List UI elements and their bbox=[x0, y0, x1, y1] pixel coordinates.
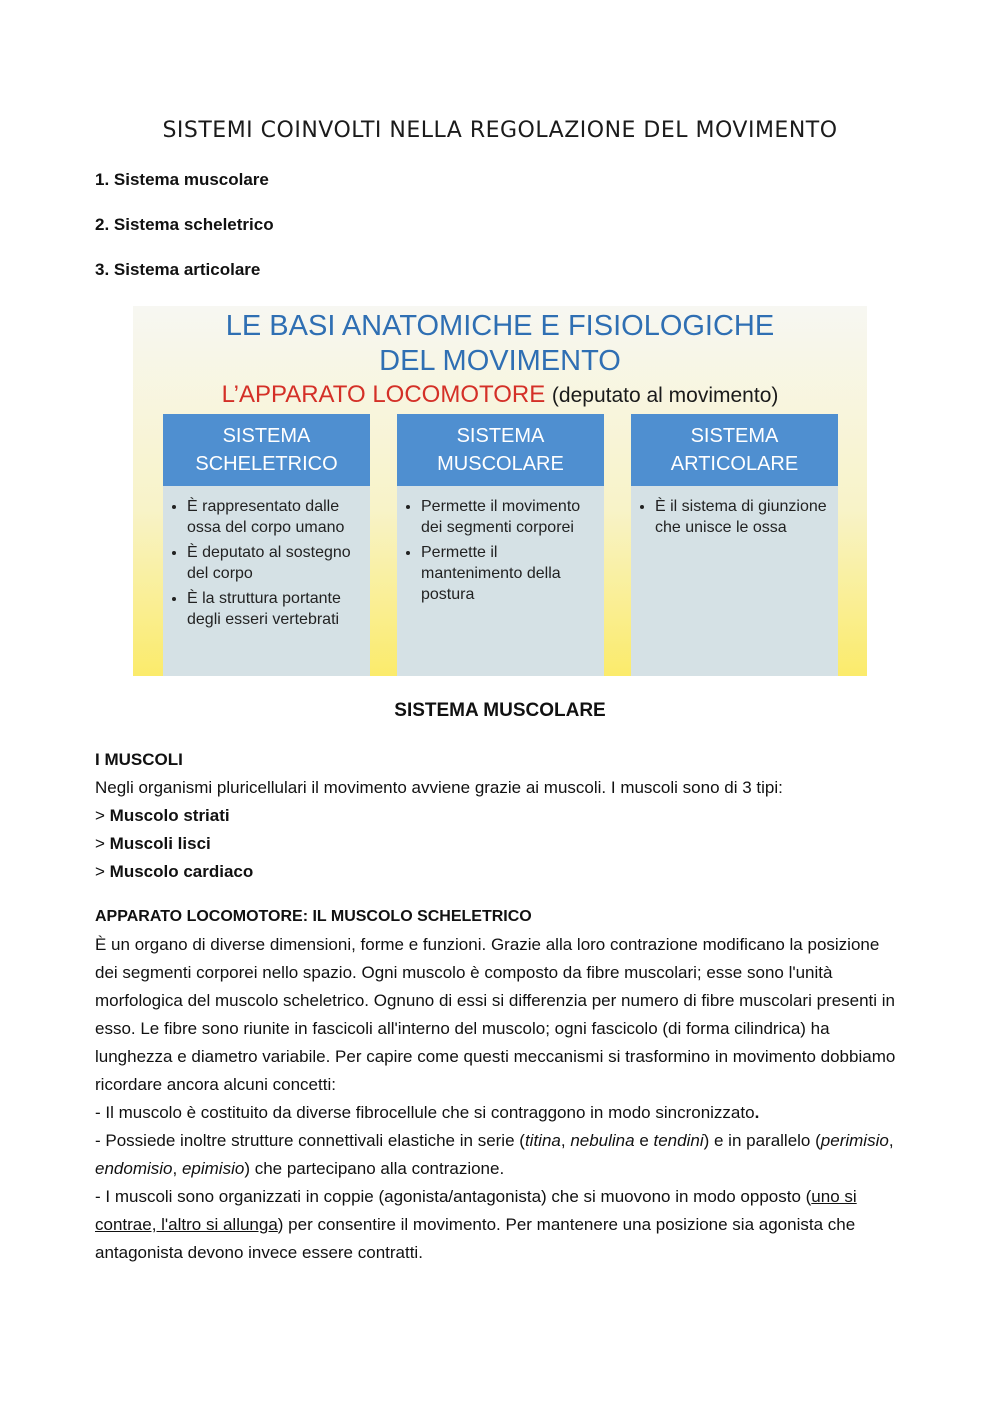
punct: , bbox=[172, 1159, 182, 1178]
apparato-point-3 bbox=[95, 1183, 905, 1267]
term-perimisio: perimisio bbox=[820, 1131, 889, 1150]
column-muscolare bbox=[397, 414, 604, 676]
muscoli-block bbox=[95, 746, 905, 886]
list-item-articolare: 3. Sistema articolare bbox=[95, 260, 261, 279]
bullet-item: • È deputato al sostegno del corpo bbox=[187, 542, 364, 584]
term-nebulina: nebulina bbox=[570, 1131, 635, 1150]
punct: , bbox=[888, 1131, 894, 1150]
column-header-articolare: SISTEMA ARTICOLARE bbox=[631, 414, 838, 486]
point-end: . bbox=[754, 1103, 760, 1122]
column-articolare bbox=[631, 414, 838, 676]
muscle-type-label: Muscolo cardiaco bbox=[109, 862, 254, 881]
column-scheletrico bbox=[163, 414, 370, 676]
bullet-prefix: > bbox=[95, 834, 110, 853]
point-text: ) e in parallelo ( bbox=[703, 1131, 821, 1150]
apparato-block bbox=[95, 903, 905, 1267]
list-item-scheletrico: 2. Sistema scheletrico bbox=[95, 215, 274, 234]
section-title: SISTEMA MUSCOLARE bbox=[394, 700, 606, 721]
locomotor-system-figure bbox=[133, 306, 867, 676]
conj: e bbox=[634, 1131, 654, 1150]
point-text: - Il muscolo è costituito da diverse fibrocellule che si contraggono in modo sincronizzato bbox=[95, 1103, 755, 1122]
apparato-point-2 bbox=[95, 1127, 905, 1183]
figure-subheading-note: (deputato al movimento) bbox=[551, 384, 779, 407]
document-title: SISTEMI COINVOLTI NELLA REGOLAZIONE DEL MOVIMENTO bbox=[162, 118, 838, 143]
bullet-prefix: > bbox=[95, 862, 110, 881]
bullet-item: • Permette il movimento dei segmenti corporei bbox=[421, 496, 598, 538]
muscle-type-item bbox=[95, 802, 905, 830]
bullet-prefix: > bbox=[95, 806, 110, 825]
apparato-point-1 bbox=[95, 1099, 905, 1127]
figure-subheading bbox=[133, 380, 867, 411]
bullet-item: • È il sistema di giunzione che unisce le ossa bbox=[655, 496, 832, 538]
column-header-scheletrico: SISTEMA SCHELETRICO bbox=[163, 414, 370, 486]
figure-heading-line2: DEL MOVIMENTO bbox=[379, 345, 621, 377]
apparato-heading: APPARATO LOCOMOTORE: IL MUSCOLO SCHELETRICO bbox=[95, 908, 532, 925]
figure-subheading-main: L’APPARATO LOCOMOTORE bbox=[221, 381, 546, 408]
bullet-item: • Permette il mantenimento della postura bbox=[421, 542, 598, 605]
column-header-muscolare: SISTEMA MUSCOLARE bbox=[397, 414, 604, 486]
punct: , bbox=[560, 1131, 571, 1150]
figure-heading-line1: LE BASI ANATOMICHE E FISIOLOGICHE bbox=[225, 310, 775, 342]
column-bullets-scheletrico bbox=[163, 496, 370, 630]
muscoli-heading: I MUSCOLI bbox=[95, 750, 183, 769]
list-item-muscolare: 1. Sistema muscolare bbox=[95, 170, 269, 189]
muscoli-intro: Negli organismi pluricellulari il movimento avviene grazie ai muscoli. I muscoli sono di 3 tipi: bbox=[95, 778, 783, 797]
point-text: - I muscoli sono organizzati in coppie (agonista/antagonista) che si muovono in modo opposto ( bbox=[95, 1187, 812, 1206]
term-endomisio: endomisio bbox=[95, 1159, 173, 1178]
point-text: - Possiede inoltre strutture connettivali elastiche in serie ( bbox=[95, 1131, 525, 1150]
muscle-type-item bbox=[95, 858, 905, 886]
bullet-item: • È la struttura portante degli esseri vertebrati bbox=[187, 588, 364, 630]
muscle-type-label: Muscolo striati bbox=[109, 806, 230, 825]
bullet-item: • È rappresentato dalle ossa del corpo umano bbox=[187, 496, 364, 538]
muscle-type-item bbox=[95, 830, 905, 858]
column-bullets-articolare bbox=[631, 496, 838, 538]
term-tendini: tendini bbox=[653, 1131, 704, 1150]
column-bullets-muscolare bbox=[397, 496, 604, 605]
term-epimisio: epimisio bbox=[181, 1159, 245, 1178]
muscle-type-label: Muscoli lisci bbox=[109, 834, 211, 853]
term-titina: titina bbox=[524, 1131, 561, 1150]
apparato-paragraph: È un organo di diverse dimensioni, forme e funzioni. Grazie alla loro contrazione modificano la posizione dei segmenti corporei nello spazio. Ogni muscolo è composto da fibre muscolari; esse sono l'unità morfologica del muscolo scheletrico. Ognuno di essi si differenzia per numero di fibre muscolari presenti in esso. Le fibre sono riunite in fascicoli all'interno del muscolo; ogni fascicolo (di forma cilindrica) ha lunghezza e diametro variabile. Per capire come questi meccanismi si trasformino in movimento dobbiamo ricordare ancora alcuni concetti: bbox=[95, 935, 896, 1094]
point-text: ) che partecipano alla contrazione. bbox=[244, 1159, 505, 1178]
point-text: ) per consentire il movimento. Per mantenere una posizione sia agonista che antagonista devono invece essere contratti. bbox=[95, 1215, 856, 1262]
underlined-phrase: uno si contrae, l'altro si allunga bbox=[95, 1187, 857, 1234]
